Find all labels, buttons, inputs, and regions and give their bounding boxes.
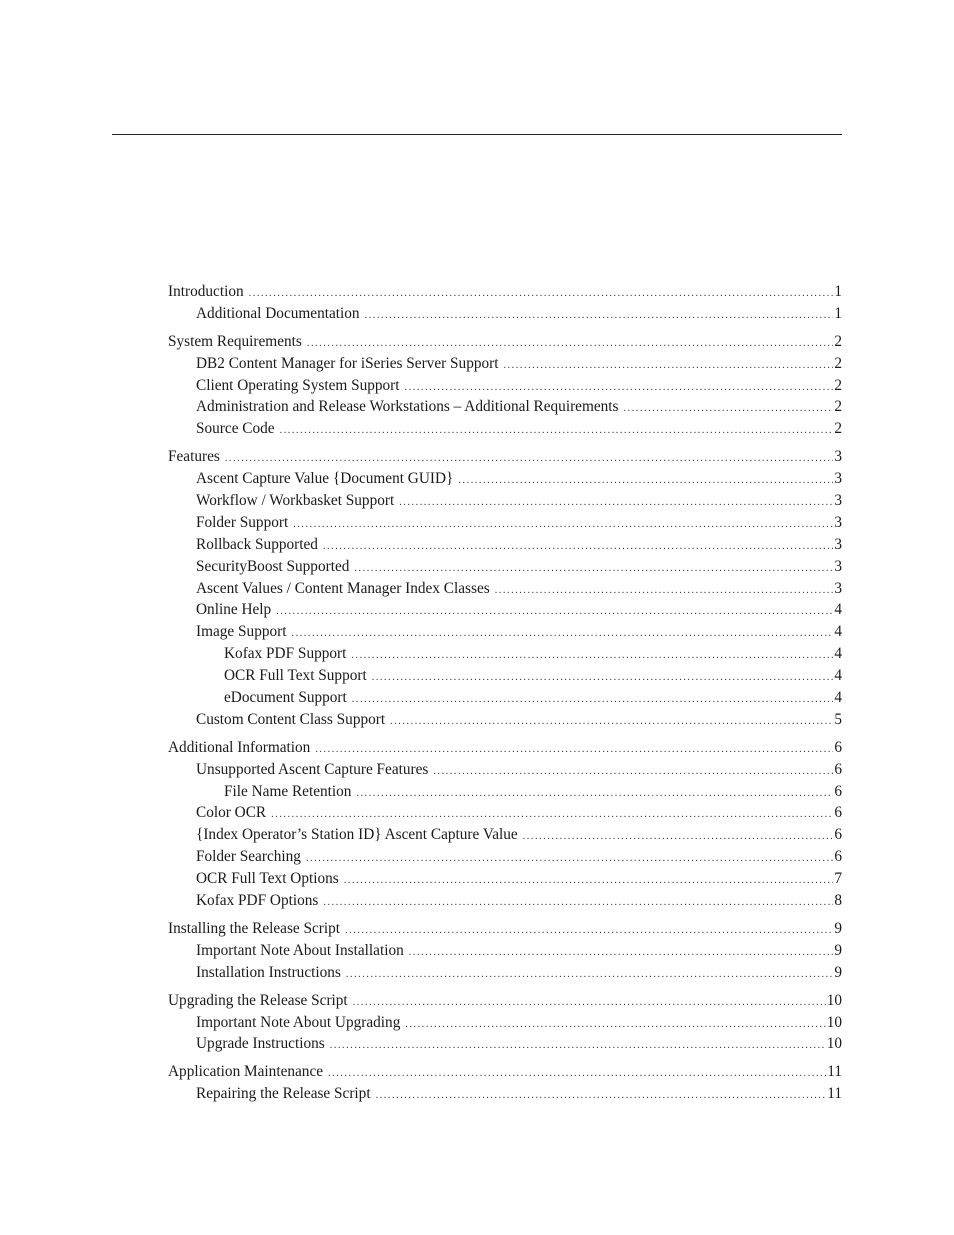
dot-leader: [354, 558, 833, 580]
toc-entry-page-number: 3: [834, 557, 842, 575]
toc-entry-title: File Name Retention: [224, 782, 352, 800]
dot-leader: [405, 1014, 825, 1036]
toc-entry[interactable]: [168, 918, 842, 940]
dot-leader: [323, 536, 833, 558]
dot-leader: [293, 514, 833, 536]
toc-entry[interactable]: [168, 759, 842, 781]
toc-entry[interactable]: [168, 962, 842, 984]
toc-entry-page-number: 10: [826, 1035, 842, 1053]
toc-entry[interactable]: [168, 396, 842, 418]
toc-entry[interactable]: [168, 303, 842, 325]
table-of-contents: [168, 281, 842, 1111]
dot-leader: [345, 920, 833, 942]
dot-leader: [323, 892, 833, 914]
dot-leader: [372, 667, 834, 689]
toc-entry-title: Installing the Release Script: [168, 919, 341, 937]
toc-entry-title: Installation Instructions: [196, 963, 341, 981]
toc-entry[interactable]: [168, 665, 842, 687]
dot-leader: [458, 470, 833, 492]
toc-section: [168, 1061, 842, 1105]
toc-entry[interactable]: [168, 490, 842, 512]
toc-entry-page-number: 1: [834, 283, 842, 300]
dot-leader: [353, 992, 826, 1014]
toc-entry[interactable]: [168, 446, 842, 468]
toc-entry-title: Upgrading the Release Script: [168, 991, 348, 1009]
dot-leader: [330, 1035, 826, 1057]
toc-entry[interactable]: [168, 824, 842, 846]
dot-leader: [276, 601, 833, 623]
toc-entry-title: Image Support: [196, 623, 287, 641]
dot-leader: [523, 826, 834, 848]
toc-entry-page-number: 5: [834, 710, 842, 728]
toc-entry-page-number: 6: [834, 738, 842, 756]
toc-entry-title: eDocument Support: [224, 689, 347, 707]
toc-entry[interactable]: [168, 621, 842, 643]
dot-leader: [356, 783, 833, 805]
toc-entry-page-number: 2: [834, 354, 842, 372]
dot-leader: [344, 870, 834, 892]
toc-entry-title: DB2 Content Manager for iSeries Server Support: [196, 354, 499, 372]
dot-leader: [352, 689, 834, 711]
toc-entry-page-number: 1: [834, 304, 842, 322]
toc-entry-page-number: 6: [834, 782, 842, 800]
toc-entry-page-number: 6: [834, 804, 842, 822]
toc-entry-title: Important Note About Installation: [196, 941, 404, 959]
toc-entry[interactable]: [168, 643, 842, 665]
header-rule: [112, 134, 842, 135]
toc-entry-title: Features: [168, 448, 220, 466]
dot-leader: [315, 739, 833, 761]
toc-section: [168, 446, 842, 731]
toc-entry[interactable]: [168, 709, 842, 731]
toc-entry-page-number: 10: [826, 1013, 842, 1031]
toc-entry-title: Online Help: [196, 601, 272, 619]
toc-entry-title: Unsupported Ascent Capture Features: [196, 760, 429, 778]
toc-entry-page-number: 3: [834, 535, 842, 553]
dot-leader: [365, 305, 834, 327]
toc-entry[interactable]: [168, 1033, 842, 1055]
toc-entry[interactable]: [168, 331, 842, 353]
toc-entry[interactable]: [168, 781, 842, 803]
toc-entry-page-number: 3: [834, 448, 842, 466]
toc-entry-title: Folder Support: [196, 513, 289, 531]
toc-entry-page-number: 9: [834, 941, 842, 959]
toc-entry[interactable]: [168, 468, 842, 490]
toc-entry-title: Source Code: [196, 420, 275, 438]
toc-entry-title: Repairing the Release Script: [196, 1085, 371, 1103]
toc-entry-page-number: 3: [834, 470, 842, 488]
toc-entry-page-number: 4: [834, 667, 842, 685]
dot-leader: [271, 804, 833, 826]
toc-entry-page-number: 2: [834, 332, 842, 350]
toc-entry-title: Application Maintenance: [168, 1063, 324, 1081]
toc-entry-title: Additional Documentation: [196, 304, 360, 322]
toc-entry-title: Kofax PDF Options: [196, 892, 319, 910]
toc-section: [168, 918, 842, 984]
toc-entry-page-number: 6: [834, 760, 842, 778]
toc-entry[interactable]: [168, 353, 842, 375]
toc-entry-page-number: 11: [827, 1063, 842, 1081]
toc-entry-title: Kofax PDF Support: [224, 645, 347, 663]
toc-entry[interactable]: [168, 1083, 842, 1105]
toc-section: [168, 331, 842, 440]
toc-entry-page-number: 6: [834, 848, 842, 866]
toc-entry-title: Rollback Supported: [196, 535, 318, 553]
toc-entry-title: Folder Searching: [196, 848, 301, 866]
toc-entry[interactable]: [168, 868, 842, 890]
toc-entry[interactable]: [168, 512, 842, 534]
dot-leader: [249, 283, 834, 305]
toc-entry[interactable]: [168, 578, 842, 600]
toc-entry[interactable]: [168, 846, 842, 868]
toc-entry-page-number: 4: [834, 645, 842, 663]
toc-entry-title: Custom Content Class Support: [196, 710, 386, 728]
toc-entry-page-number: 11: [827, 1085, 842, 1103]
toc-entry-title: Introduction: [168, 283, 244, 300]
toc-entry-page-number: 4: [834, 689, 842, 707]
dot-leader: [307, 333, 834, 355]
toc-entry[interactable]: [168, 940, 842, 962]
toc-entry-page-number: 2: [834, 420, 842, 438]
toc-entry-page-number: 3: [834, 492, 842, 510]
dot-leader: [624, 398, 834, 420]
toc-entry-title: {Index Operator’s Station ID} Ascent Capture Value: [196, 826, 518, 844]
toc-entry[interactable]: [168, 375, 842, 397]
toc-entry-page-number: 7: [834, 870, 842, 888]
toc-entry[interactable]: [168, 1012, 842, 1034]
dot-leader: [405, 377, 834, 399]
toc-entry[interactable]: [168, 556, 842, 578]
toc-entry[interactable]: [168, 281, 842, 303]
toc-section: [168, 737, 842, 912]
toc-entry[interactable]: [168, 599, 842, 621]
dot-leader: [433, 761, 833, 783]
dot-leader: [328, 1063, 826, 1085]
toc-entry-page-number: 4: [834, 623, 842, 641]
dot-leader: [351, 645, 833, 667]
toc-entry-page-number: 9: [834, 963, 842, 981]
dot-leader: [376, 1085, 827, 1107]
toc-entry-title: SecurityBoost Supported: [196, 557, 350, 575]
toc-entry-page-number: 4: [834, 601, 842, 619]
toc-entry-title: Ascent Capture Value {Document GUID}: [196, 470, 454, 488]
toc-entry-title: Important Note About Upgrading: [196, 1013, 401, 1031]
toc-entry[interactable]: [168, 687, 842, 709]
toc-entry[interactable]: [168, 990, 842, 1012]
dot-leader: [346, 964, 833, 986]
toc-entry-page-number: 10: [826, 991, 842, 1009]
toc-entry-title: OCR Full Text Options: [196, 870, 339, 888]
dot-leader: [409, 942, 834, 964]
toc-entry-page-number: 9: [834, 919, 842, 937]
toc-entry-page-number: 8: [834, 892, 842, 910]
dot-leader: [495, 580, 834, 602]
toc-entry[interactable]: [168, 802, 842, 824]
toc-entry-title: Upgrade Instructions: [196, 1035, 325, 1053]
toc-entry-page-number: 6: [834, 826, 842, 844]
toc-entry-page-number: 2: [834, 376, 842, 394]
toc-entry-title: System Requirements: [168, 332, 302, 350]
dot-leader: [280, 420, 834, 442]
toc-entry-title: Color OCR: [196, 804, 267, 822]
toc-entry-title: Additional Information: [168, 738, 311, 756]
toc-section: [168, 281, 842, 325]
toc-entry[interactable]: [168, 737, 842, 759]
toc-entry-page-number: 2: [834, 398, 842, 416]
toc-entry-page-number: 3: [834, 579, 842, 597]
dot-leader: [399, 492, 833, 514]
toc-entry[interactable]: [168, 1061, 842, 1083]
toc-entry-title: Workflow / Workbasket Support: [196, 492, 395, 510]
dot-leader: [292, 623, 834, 645]
toc-entry-title: Administration and Release Workstations – Additional Requirements: [196, 398, 619, 416]
toc-entry-title: Ascent Values / Content Manager Index Classes: [196, 579, 490, 597]
toc-entry[interactable]: [168, 534, 842, 556]
toc-entry-page-number: 3: [834, 513, 842, 531]
dot-leader: [390, 711, 833, 733]
dot-leader: [306, 848, 833, 870]
toc-entry[interactable]: [168, 418, 842, 440]
toc-entry[interactable]: [168, 890, 842, 912]
toc-section: [168, 990, 842, 1056]
dot-leader: [503, 355, 833, 377]
dot-leader: [225, 448, 834, 470]
toc-entry-title: Client Operating System Support: [196, 376, 400, 394]
toc-entry-title: OCR Full Text Support: [224, 667, 367, 685]
